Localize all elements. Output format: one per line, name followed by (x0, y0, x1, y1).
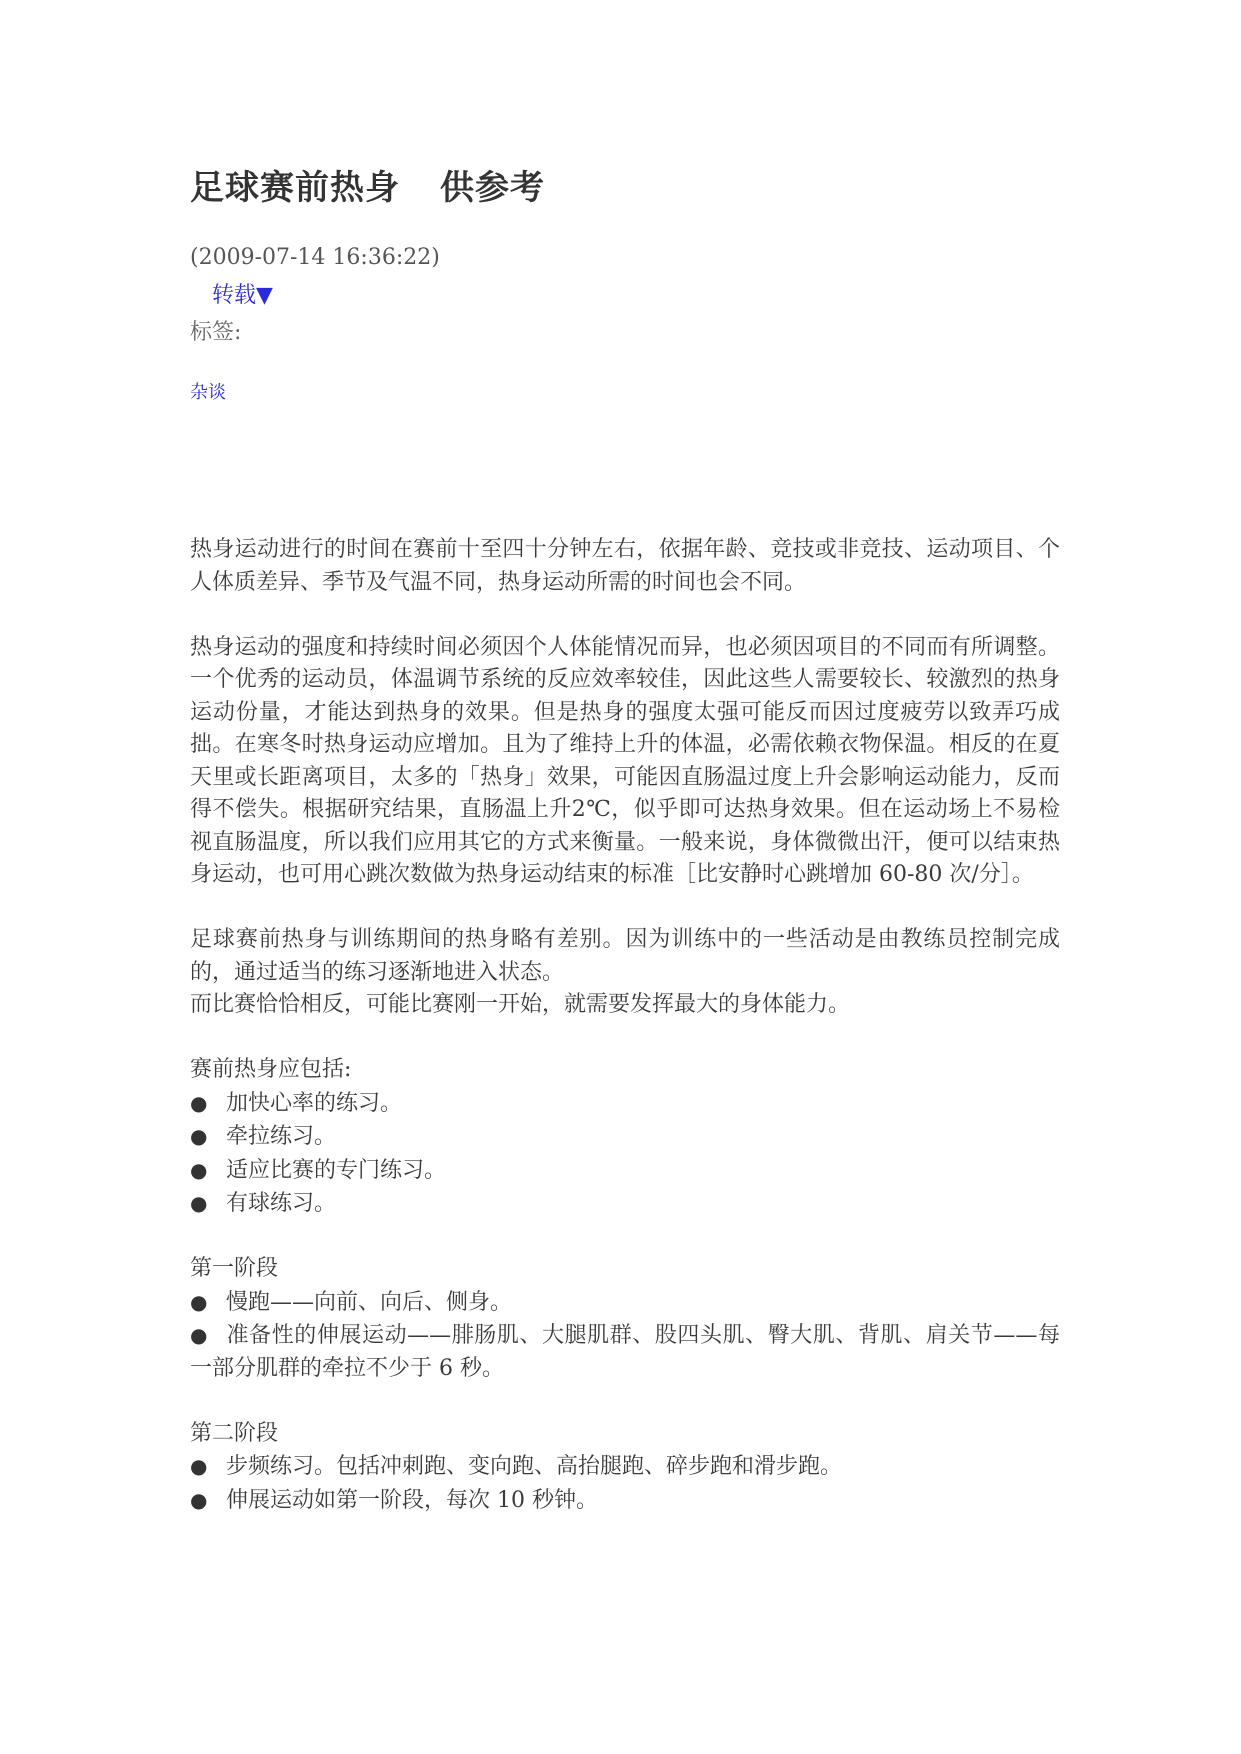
tags-label: 标签: (190, 320, 242, 345)
stage-1-section (190, 1253, 1060, 1385)
list-item: ● 加快心率的练习。 (190, 1087, 1060, 1121)
repost-link[interactable]: 转载▼ (212, 283, 273, 308)
paragraph-difference-line-2: 而比赛恰恰相反，可能比赛刚一开始，就需要发挥最大的身体能力。 (190, 992, 851, 1017)
stage-2-heading: 第二阶段 (190, 1420, 279, 1446)
post-timestamp: (2009-07-14 16:36:22) (190, 245, 440, 270)
paragraph-intro: 热身运动进行的时间在赛前十至四十分钟左右，依据年龄、竞技或非竞技、运动项目、个人体质差异、季节及气温不同，热身运动所需的时间也会不同。 (190, 537, 1060, 595)
list-item: ● 有球练习。 (190, 1187, 1060, 1221)
paragraph-difference-line-1: 足球赛前热身与训练期间的热身略有差别。因为训练中的一些活动是由教练员控制完成的，通过适当的练习逐渐地进入状态。 (190, 927, 1060, 985)
list-item: ● 牵拉练习。 (190, 1120, 1060, 1154)
list-item: ● 适应比赛的专门练习。 (190, 1154, 1060, 1188)
warmup-heading: 赛前热身应包括: (190, 1057, 352, 1082)
post-title-sub: 供参考 (440, 168, 545, 208)
post-title-main: 足球赛前热身 (190, 168, 400, 208)
list-item: ● 伸展运动如第一阶段，每次 10 秒钟。 (190, 1484, 1060, 1518)
list-item: ● 慢跑——向前、向后、侧身。 (190, 1286, 1060, 1320)
paragraph-difference (190, 924, 1060, 1022)
category-link[interactable]: 杂谈 (190, 382, 226, 403)
stage-2-section (190, 1418, 1060, 1518)
stage-1-heading: 第一阶段 (190, 1256, 279, 1281)
list-item: ● 准备性的伸展运动——腓肠肌、大腿肌群、股四头肌、臀大肌、背肌、肩关节——每一部分肌群的牵拉不少于 6 秒。 (190, 1319, 1060, 1385)
paragraph-intensity: 热身运动的强度和持续时间必须因个人体能情况而异，也必须因项目的不同而有所调整。一个优秀的运动员，体温调节系统的反应效率较佳，因此这些人需要较长、较激烈的热身运动份量，才能达到热身的效果。但是热身的强度太强可能反而因过度疲劳以致弄巧成拙。在寒冬时热身运动应增加。且为了维持上升的体温，必需依赖衣物保温。相反的在夏天里或长距离项目，太多的「热身」效果，可能因直肠温过度上升会影响运动能力，反而得不偿失。根据研究结果，直肠温上升2℃，似乎即可达热身效果。但在运动场上不易检视直肠温度，所以我们应用其它的方式来衡量。一般来说，身体微微出汗，便可以结束热身运动，也可用心跳次数做为热身运动结束的标准［比安静时心跳增加 60-80 次/分］。 (190, 634, 1060, 887)
post-body (190, 534, 1060, 1517)
warmup-list-section (190, 1054, 1060, 1221)
post-title (190, 160, 545, 209)
list-item: ● 步频练习。包括冲刺跑、变向跑、高抬腿跑、碎步跑和滑步跑。 (190, 1450, 1060, 1484)
